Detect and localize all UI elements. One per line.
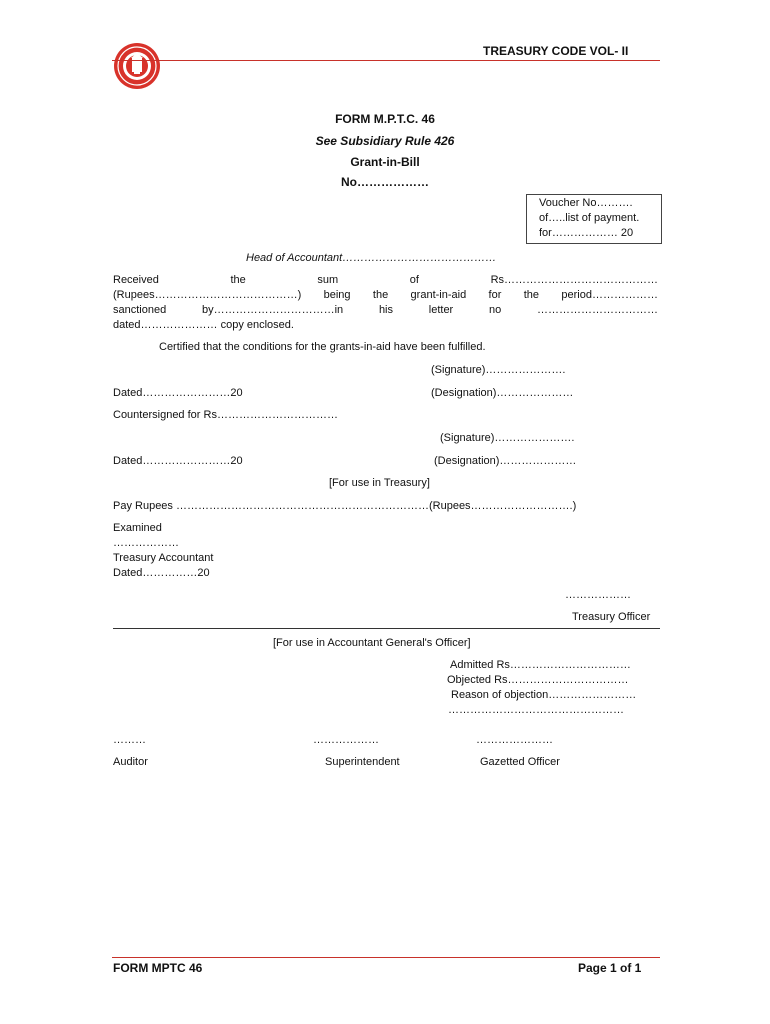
word: sanctioned: [113, 304, 167, 316]
treasury-accountant-dated: Dated……………20: [113, 567, 210, 579]
section-divider: [113, 628, 660, 629]
treasury-officer-dots: ………………: [565, 589, 631, 601]
dated-2: Dated……………………20: [113, 455, 243, 467]
header-title: TREASURY CODE VOL- II: [483, 44, 629, 58]
voucher-box: [526, 194, 662, 244]
word: his: [378, 304, 393, 316]
gazetted-officer-label: Gazetted Officer: [480, 756, 560, 768]
treasury-accountant: Treasury Accountant: [113, 552, 214, 564]
superintendent-label: Superintendent: [325, 756, 400, 768]
auditor-label: Auditor: [113, 756, 148, 768]
voucher-no: Voucher No……….: [539, 197, 633, 209]
ag-use-heading: [For use in Accountant General's Officer]: [273, 637, 471, 649]
signature-2: (Signature)………………….: [440, 432, 575, 444]
examined-dots: ………………: [113, 537, 179, 549]
superintendent-dots: ………………: [313, 734, 379, 746]
examined: Examined: [113, 522, 162, 534]
received-line-2: [113, 289, 658, 301]
footer-form: FORM MPTC 46: [113, 961, 203, 975]
word: for: [488, 289, 502, 301]
treasury-officer: Treasury Officer: [572, 611, 651, 623]
pay-rupees: Pay Rupees ……………………………………………………………(Rupees……………………….): [113, 500, 577, 512]
word: Rs……………………………………: [490, 274, 659, 286]
word: period………………: [561, 289, 658, 301]
voucher-for: for……………… 20: [539, 227, 634, 239]
word: (Rupees…………………………………): [113, 289, 302, 301]
dated-1: Dated……………………20: [113, 387, 243, 399]
word: letter: [428, 304, 454, 316]
countersigned: Countersigned for Rs……………………………: [113, 409, 338, 421]
form-type: Grant-in-Bill: [350, 155, 420, 169]
word: grant-in-aid: [410, 289, 467, 301]
word: the: [372, 289, 389, 301]
head-of-account: Head of Accountant……………………………………: [246, 252, 497, 264]
form-name: FORM M.P.T.C. 46: [335, 112, 435, 126]
voucher-list: of…..list of payment.: [539, 212, 640, 224]
gazetted-officer-dots: …………………: [476, 734, 553, 746]
reason-of-objection: Reason of objection……………………: [451, 689, 637, 701]
word: of: [409, 274, 419, 286]
word: ……………………………: [537, 304, 659, 316]
word: being: [323, 289, 351, 301]
received-line-4: dated………………… copy enclosed.: [113, 319, 294, 331]
treasury-use-heading: [For use in Treasury]: [329, 477, 430, 489]
objected: Objected Rs……………………………: [447, 674, 629, 686]
auditor-dots: ………: [113, 734, 146, 746]
signature-1: (Signature)………………….: [431, 364, 566, 376]
reason-continuation: …………………………………………: [448, 704, 624, 716]
received-line-1: [113, 274, 658, 286]
header-rule: [112, 60, 660, 61]
form-number: No………………: [341, 175, 429, 189]
word: Received: [113, 274, 159, 286]
word: the: [230, 274, 246, 286]
admitted: Admitted Rs……………………………: [450, 659, 631, 671]
received-line-3: [113, 304, 658, 316]
footer-page: Page 1 of 1: [578, 961, 642, 975]
word: sum: [317, 274, 339, 286]
certified-text: Certified that the conditions for the grants-in-aid have been fulfilled.: [159, 341, 486, 353]
mp-government-seal-icon: [112, 41, 162, 91]
designation-2: (Designation)…………………: [434, 455, 577, 467]
word: the: [523, 289, 540, 301]
designation-1: (Designation)…………………: [431, 387, 574, 399]
word: by……………………………in: [201, 304, 344, 316]
word: no: [489, 304, 502, 316]
form-rule: See Subsidiary Rule 426: [315, 134, 455, 148]
footer-rule: [112, 957, 660, 958]
